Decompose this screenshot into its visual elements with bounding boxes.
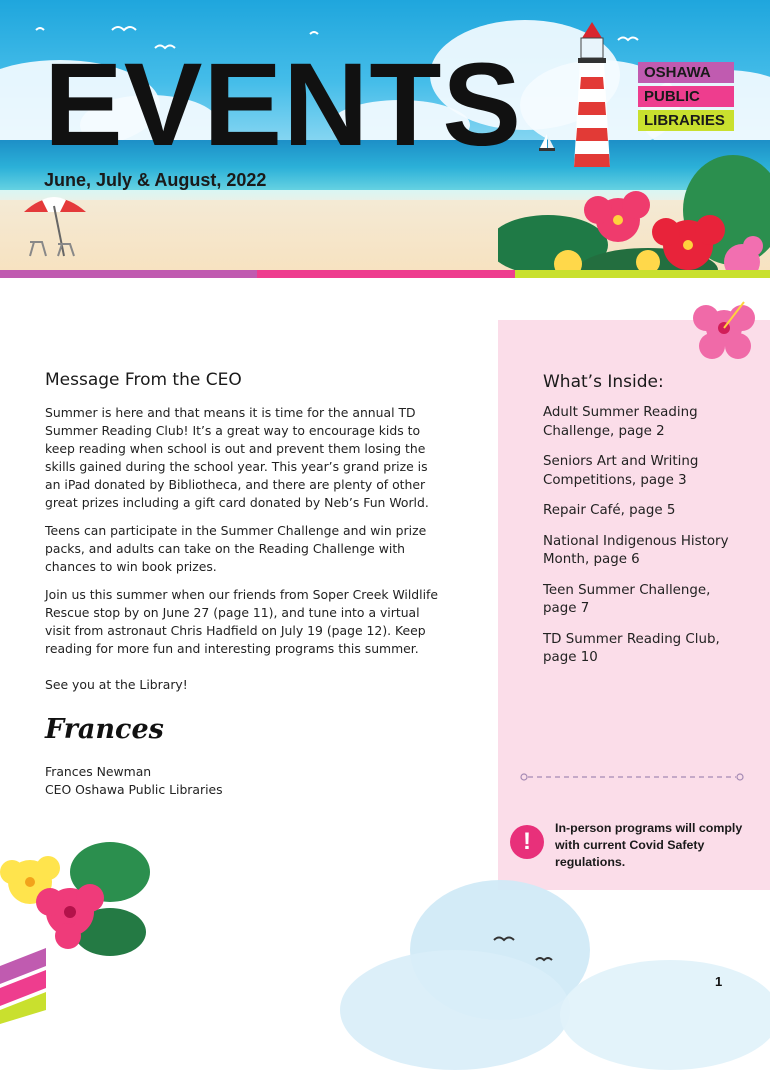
dashed-divider (520, 772, 744, 782)
cloud (560, 960, 770, 1070)
ceo-paragraph: Summer is here and that means it is time for the annual TD Summer Reading Club! It’s a great way to encourage kids to keep reading when school is out and prevent them losing the skills gained during the school year. This year’s grand prize is an iPad donated by Bibliotheca, and there are plenty of other great prizes including a gift card donated by Neb’s Fun World. (45, 405, 429, 510)
seagulls-icon (490, 930, 570, 970)
toc-item[interactable]: Teen Summer Challenge, page 7 (543, 582, 711, 616)
ceo-message (45, 370, 445, 799)
toc-item[interactable]: Repair Café, page 5 (543, 503, 676, 518)
page-number: 1 (715, 974, 723, 989)
stripe-lime (515, 270, 770, 278)
ceo-paragraph: See you at the Library! (45, 677, 188, 692)
stripe-pink (257, 270, 515, 278)
logo-line-oshawa: OSHAWA (638, 62, 734, 83)
tropical-flowers-icon (0, 842, 150, 1024)
ceo-paragraph: Teens can participate in the Summer Challenge and win prize packs, and adults can take on the Reading Challenge with chances to win book prizes. (45, 523, 427, 574)
ceo-paragraph: Join us this summer when our friends from Soper Creek Wildlife Rescue stop by on June 27 (page 11), and tune into a virtual visit from astronaut Chris Hadfield on July 19 (page 12). Keep reading for more fun and interesting programs this summer. (45, 587, 439, 656)
library-logo (638, 62, 734, 134)
page-title: EVENTS (44, 39, 523, 171)
covid-notice: In-person programs will comply with current Covid Safety regulations. (555, 821, 743, 869)
alert-icon: ! (510, 825, 544, 859)
whats-inside-heading: What’s Inside: (543, 372, 664, 392)
signoff-name: Frances Newman (45, 764, 152, 779)
logo-line-public: PUBLIC (638, 86, 734, 107)
beach-umbrella-icon (20, 190, 90, 262)
hibiscus-icon (684, 290, 764, 366)
logo-line-libraries: LIBRARIES (638, 110, 734, 131)
table-of-contents (543, 404, 743, 680)
whats-inside-panel (498, 320, 770, 890)
toc-item[interactable]: National Indigenous History Month, page 6 (543, 533, 729, 567)
toc-item[interactable]: TD Summer Reading Club, page 10 (543, 631, 720, 665)
toc-item[interactable]: Adult Summer Reading Challenge, page 2 (543, 405, 698, 439)
header-banner (0, 0, 770, 270)
toc-item[interactable]: Seniors Art and Writing Competitions, page 3 (543, 454, 699, 488)
signoff-title: CEO Oshawa Public Libraries (45, 782, 223, 797)
date-range: June, July & August, 2022 (44, 170, 267, 190)
stripe-purple (0, 270, 257, 278)
signature: Frances (45, 714, 164, 745)
ceo-heading: Message From the CEO (45, 370, 242, 390)
tropical-flowers-icon (498, 150, 770, 270)
